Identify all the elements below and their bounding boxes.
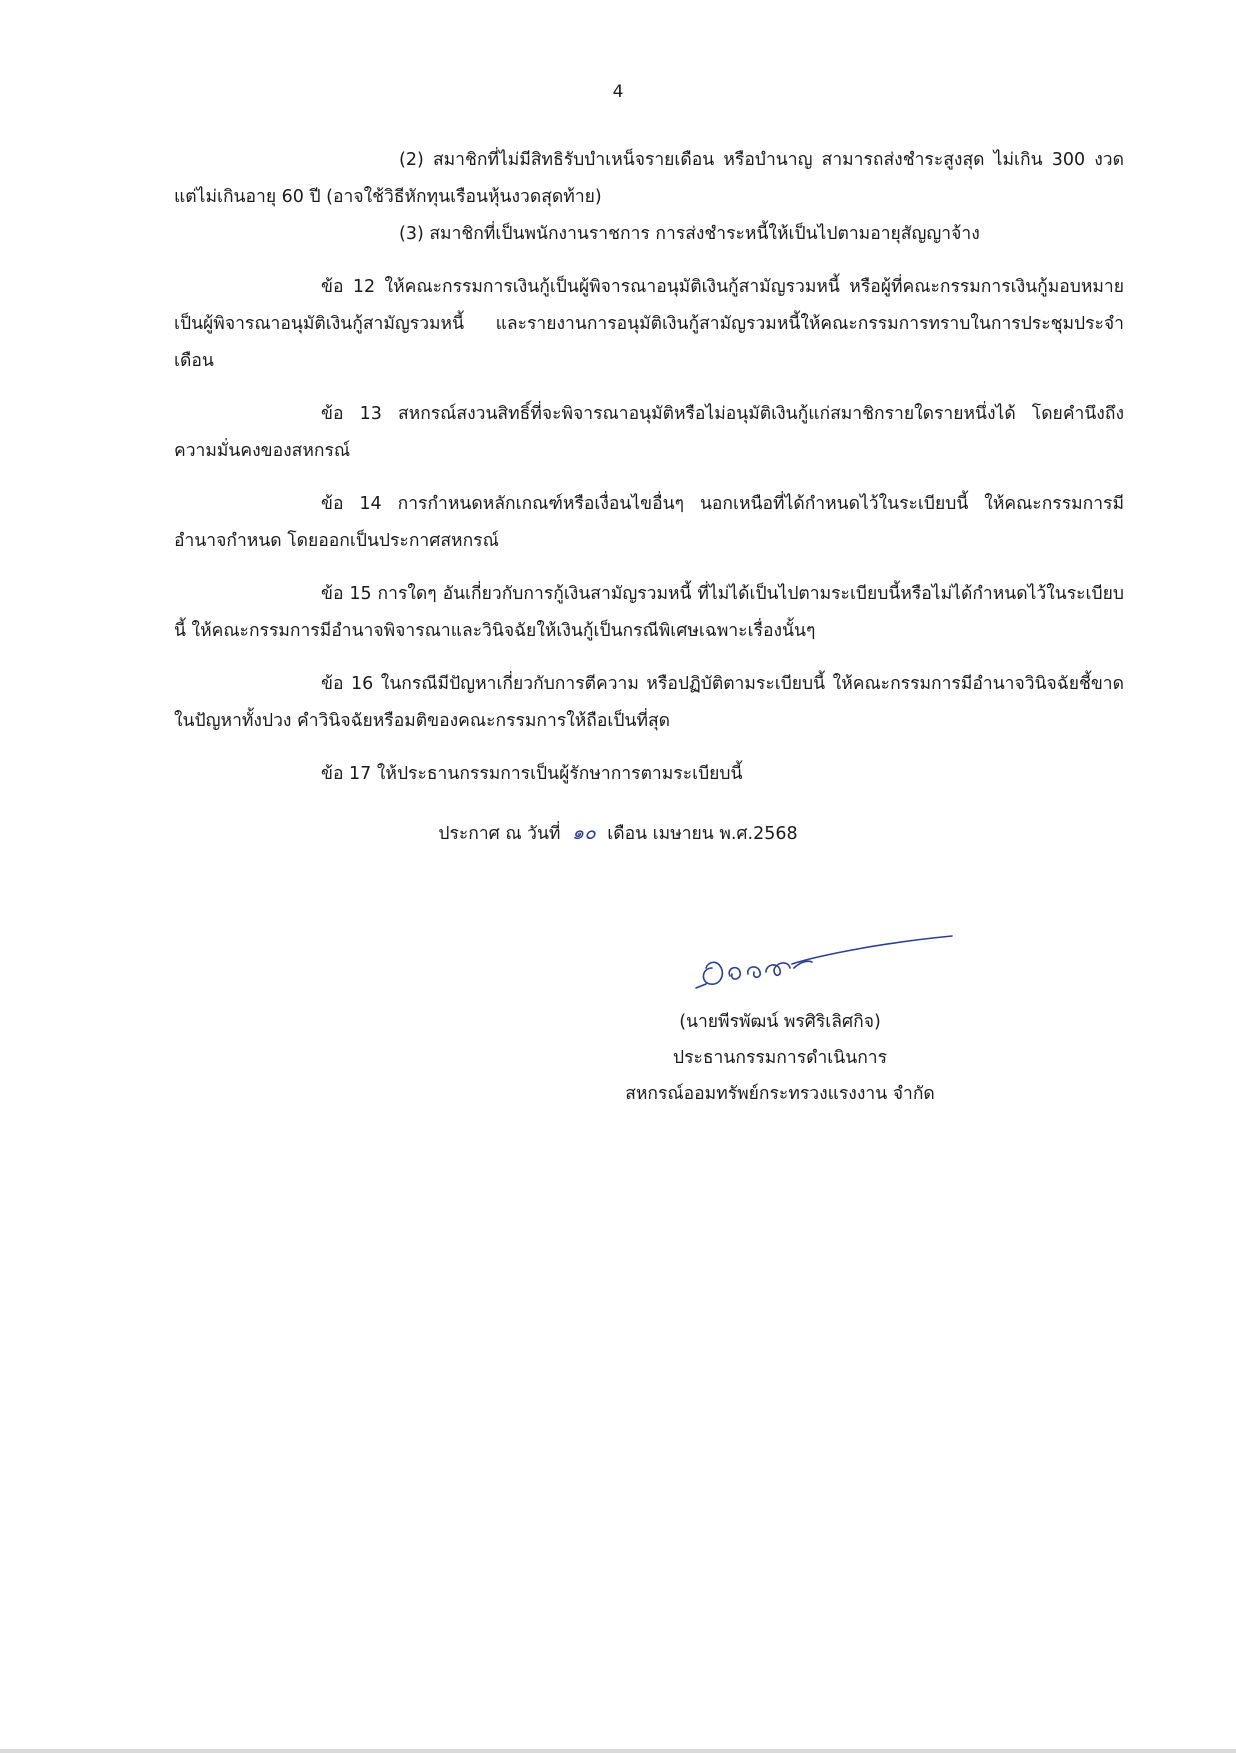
scan-bottom-edge xyxy=(0,1749,1236,1753)
date-prefix: ประกาศ ณ วันที่ xyxy=(438,824,561,844)
clause-item-2: (2) สมาชิกที่ไม่มีสิทธิรับบำเหน็จรายเดือน หรือบำนาญ สามารถส่งชำระสูงสุด ไม่เกิน 300 งวด แต่ไม่เกินอายุ 60 ปี (อาจใช้วิธีหักทุนเรือนหุ้นงวดสุดท้าย) xyxy=(174,150,1124,207)
clause-17: ข้อ 17 ให้ประธานกรรมการเป็นผู้รักษาการตามระเบียบนี้ xyxy=(321,764,743,784)
signer-position: ประธานกรรมการดำเนินการ xyxy=(672,1048,888,1068)
handwritten-signature xyxy=(690,918,960,998)
date-suffix: เดือน เมษายน พ.ศ.2568 xyxy=(607,824,798,844)
signer-block xyxy=(580,1004,980,1112)
handwritten-day: ๑๐ xyxy=(572,822,596,844)
clause-14: ข้อ 14 การกำหนดหลักเกณฑ์หรือเงื่อนไขอื่นๆ นอกเหนือที่ได้กำหนดไว้ในระเบียบนี้ ให้คณะกรรมการมีอำนาจกำหนด โดยออกเป็นประกาศสหกรณ์ xyxy=(174,494,1124,551)
clause-15: ข้อ 15 การใดๆ อันเกี่ยวกับการกู้เงินสามัญรวมหนี้ ที่ไม่ได้เป็นไปตามระเบียบนี้หรือไม่ได้กำหนดไว้ในระเบียบนี้ ให้คณะกรรมการมีอำนาจพิจารณาและวินิจฉัยให้เงินกู้เป็นกรณีพิเศษเฉพาะเรื่องนั้นๆ xyxy=(174,584,1124,641)
page-number: 4 xyxy=(612,82,624,102)
announcement-date xyxy=(0,818,1236,848)
clause-12: ข้อ 12 ให้คณะกรรมการเงินกู้เป็นผู้พิจารณาอนุมัติเงินกู้สามัญรวมหนี้ หรือผู้ที่คณะกรรมการเงินกู้มอบหมายเป็นผู้พิจารณาอนุมัติเงินกู้สามัญรวมหนี้ และรายงานการอนุมัติเงินกู้สามัญรวมหนี้ให้คณะกรรมการทราบในการประชุมประจำเดือน xyxy=(174,277,1124,371)
clause-item-3: (3) สมาชิกที่เป็นพนักงานราชการ การส่งชำระหนี้ให้เป็นไปตามอายุสัญญาจ้าง xyxy=(399,224,980,244)
signer-organization: สหกรณ์ออมทรัพย์กระทรวงแรงงาน จำกัด xyxy=(625,1084,935,1104)
clause-13: ข้อ 13 สหกรณ์สงวนสิทธิ์ที่จะพิจารณาอนุมัติหรือไม่อนุมัติเงินกู้แก่สมาชิกรายใดรายหนึ่งได้ โดยคำนึงถึงความมั่นคงของสหกรณ์ xyxy=(174,404,1124,461)
regulation-body xyxy=(174,142,1124,793)
signer-name: (นายพีรพัฒน์ พรศิริเลิศกิจ) xyxy=(679,1012,881,1032)
clause-16: ข้อ 16 ในกรณีมีปัญหาเกี่ยวกับการตีความ หรือปฏิบัติตามระเบียบนี้ ให้คณะกรรมการมีอำนาจวินิจฉัยชี้ขาดในปัญหาทั้งปวง คำวินิจฉัยหรือมติของคณะกรรมการให้ถือเป็นที่สุด xyxy=(174,674,1124,731)
